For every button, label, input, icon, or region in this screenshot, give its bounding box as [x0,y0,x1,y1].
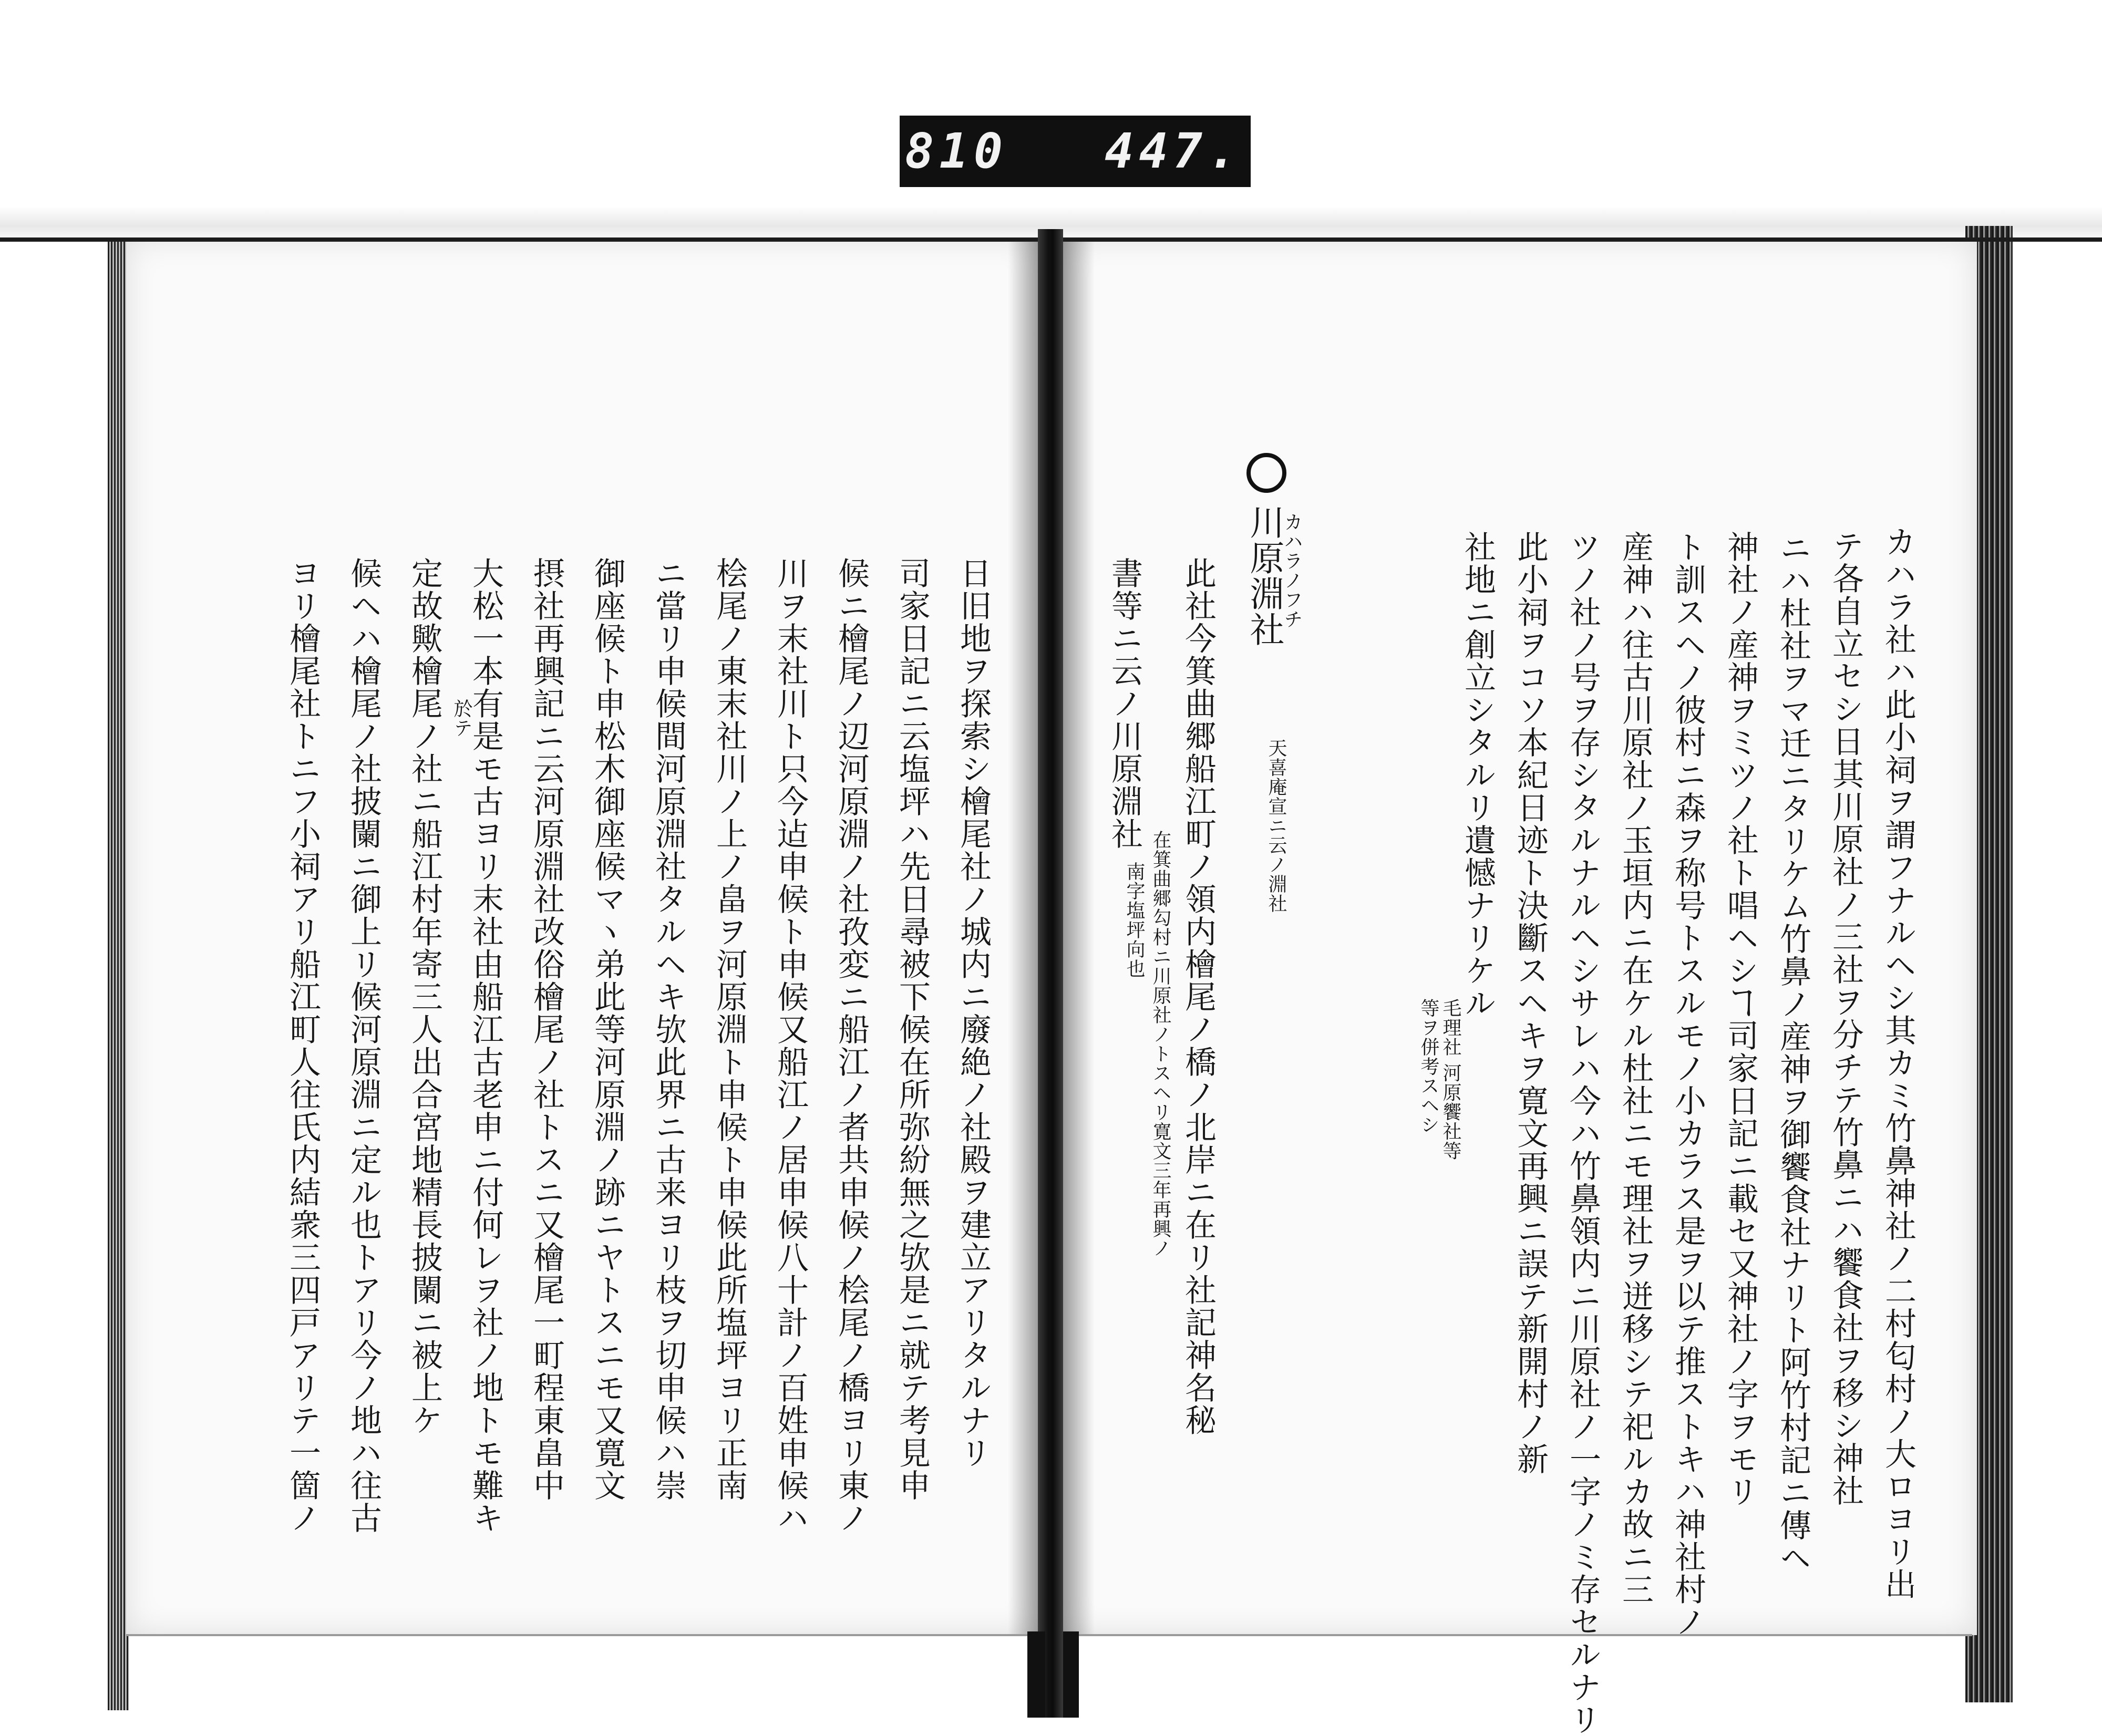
right-page-bottom-edge [1063,1634,1972,1636]
left-column-10: 定故歟檜尾ノ社ニ船江村年寄三人出合宮地精長披闌ニ被上ケ [406,557,443,1437]
right-column-8: 此小祠ヲコソ本紀日迹ト決斷スヘキヲ寛文再興ニ誤テ新開村ノ新 [1512,531,1549,1475]
left-column-12: ヨリ檜尾社トニフ小祠アリ船江町人往氏内結衆三四戸アリテ一箇ノ [284,557,321,1534]
right-column-7: ツノ社ノ号ヲ存シタルナルヘシサレハ今ハ竹鼻領内ニ川原社ノ一字ノミ存セルナリ [1564,531,1601,1736]
right-body-note-2: 南字塩坪向也 [1124,862,1145,978]
left-column-1: 日旧地ヲ探索シ檜尾社ノ城内ニ廢絶ノ社殿ヲ建立アリタルナリ [955,557,992,1469]
left-column-7: 御座候ト申松木御座候マヽ弟此等河原淵ノ跡ニヤトスニモ又寛文 [589,557,626,1502]
left-column-2: 司家日記ニ云塩坪ハ先日尋被下候在所弥紛無之欤是ニ就テ考見申 [894,557,931,1502]
right-column-1: カハラ社ハ此小祠ヲ謂フナルヘシ其カミ竹鼻神社ノ二村匂村ノ大ロヨリ出 [1880,525,1916,1600]
right-note-2: 等ヲ併考スヘシ [1418,998,1439,1134]
gutter-shadow-right [1063,242,1095,1634]
left-page-bottom-edge [126,1634,1040,1636]
book-spine [1038,229,1063,1718]
right-body-note-1: 在箕曲郷勾村ニ川原社ノトスヘリ寛文三年再興ノ [1150,830,1171,1258]
right-column-4: 神社ノ産神ヲミツノ社ト唱ヘシヿ司家日記ニ載セ又神社ノ字ヲモリ [1722,531,1759,1508]
right-column-9: 社地ニ創立シタルリ遺憾ナリケル [1459,531,1496,1019]
right-column-6: 産神ハ往古川原社ノ玉垣内ニ在ケル杜社ニモ理社ヲ迸移シテ祀ルカ故ニ三 [1617,531,1654,1606]
left-column-3: 候ニ檜尾ノ辺河原淵ノ社孜変ニ船江ノ者共申候ノ桧尾ノ橋ヨリ東ノ [833,557,870,1534]
left-column-8: 摂社再興記ニ云河原淵社改俗檜尾ノ社トスニ又檜尾一町程東畠中 [528,557,565,1502]
right-body-column-2: 書等ニ云ノ川原淵社 [1106,557,1143,850]
left-column-4: 川ヲ末社川ト只今迠申候ト申候又船江ノ居申候八十計ノ百姓申候ハ [772,557,809,1534]
left-column-9: 大松一本有是モ古ヨリ末社由船江古老申ニ付何レヲ社ノ地トモ難キ [467,557,504,1534]
reel-label [900,116,1251,187]
left-column-11: 候ヘハ檜尾ノ社披闌ニ御上リ候河原淵ニ定ル也トアリ今ノ地ハ往古 [345,557,382,1534]
gutter-shadow-left [1008,242,1039,1634]
left-column-5: 桧尾ノ東末社川ノ上ノ畠ヲ河原淵ト申候ト申候此所塩坪ヨリ正南 [711,557,748,1502]
section-circle-mark [1246,453,1286,493]
section-heading: 川原淵社 [1244,504,1284,647]
section-heading-ruby: カハラノフチ [1281,512,1303,629]
right-note-1: 毛理社 河原饗社等 [1440,998,1461,1161]
right-column-3: ニハ杜社ヲマ迁ニタリケム竹鼻ノ産神ヲ御饗食社ナリト阿竹村記ニ傳ヘ [1775,532,1811,1574]
right-column-2: テ各自立セシ日其川原社ノ三社ヲ分チテ竹鼻ニハ饗食社ヲ移シ神社 [1827,530,1864,1507]
spine-tab-left [1027,1631,1045,1718]
right-body-column-1: 此社今箕曲郷船江町ノ領内檜尾ノ橋ノ北岸ニ在リ社記神名秘 [1180,557,1217,1437]
reel-label-right-number: 447. [1105,123,1242,179]
left-column-6: ニ當リ申候間河原淵社タルヘキ欤此界ニ古来ヨリ枝ヲ切申候ハ崇 [650,557,687,1502]
left-page-edge [108,239,129,1710]
section-heading-note: 天喜庵宣ニ云ノ淵社 [1265,738,1287,913]
left-interline-note: 於テ [451,699,472,738]
right-column-5: ト訓スヘノ彼村ニ森ヲ称号トスルモノ小カラス是ヲ以テ推ストキハ神社村ノ [1670,531,1706,1638]
spine-tab-right [1063,1631,1079,1718]
reel-label-left-number: 810 [905,123,1008,179]
